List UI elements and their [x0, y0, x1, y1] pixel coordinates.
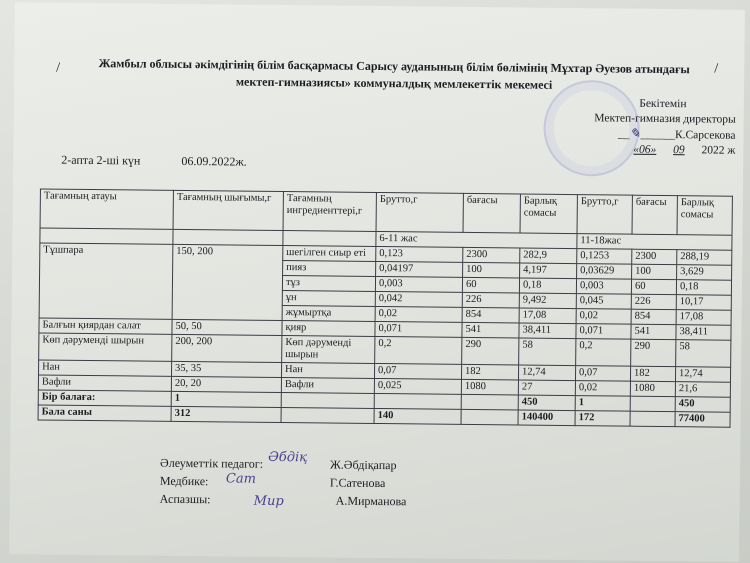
- table-cell: 35, 35: [172, 361, 282, 377]
- column-header: Барлық сомасы: [520, 194, 577, 234]
- table-cell: 450: [675, 397, 730, 413]
- table-cell: 0,2: [375, 336, 462, 364]
- table-cell: 450: [518, 395, 575, 411]
- approval-date: [565, 142, 735, 159]
- table-cell: 77400: [675, 412, 730, 428]
- table-cell: қияр: [282, 321, 375, 337]
- table-cell: 0,045: [576, 294, 631, 310]
- table-cell: 58: [519, 338, 576, 366]
- table-cell: 10,17: [676, 295, 731, 311]
- table-cell: 0,042: [375, 291, 462, 307]
- column-header: Тағамның ингредиенттері,г: [283, 192, 376, 232]
- signatures-block: [159, 449, 407, 510]
- table-cell: Бала саны: [38, 405, 171, 421]
- table-cell: 0,04197: [376, 261, 463, 277]
- signature-mark: Сат: [225, 471, 257, 487]
- table-cell: Көп дәруменді шырын: [39, 333, 172, 361]
- table-cell: 0,02: [576, 309, 631, 325]
- table-cell: 541: [631, 324, 676, 339]
- approval-title: Бекітемін: [639, 97, 687, 111]
- signature-mark: Мир: [253, 493, 284, 510]
- table-cell: Бір балаға:: [38, 390, 171, 406]
- table-cell: 20, 20: [171, 376, 281, 392]
- header-line-1: Жамбыл облысы әкімдігінің білім басқармасы Сарысу ауданының білім бөлімінің Мұхтар Әуезов атындағы: [98, 56, 690, 77]
- table-cell: 0,003: [375, 276, 462, 292]
- table-cell: 100: [463, 262, 520, 278]
- table-cell: 0,18: [676, 280, 731, 296]
- week-day-label: 2-апта 2-ші күн: [61, 152, 141, 168]
- signature-name: Г.Сатенова: [329, 475, 386, 491]
- column-header: Брутто,г: [577, 195, 632, 235]
- table-cell: 0,071: [576, 324, 631, 340]
- table-cell: 100: [632, 264, 677, 279]
- column-header: Барлық сомасы: [677, 196, 732, 236]
- date-value: 06.09.2022ж.: [181, 153, 247, 169]
- table-cell: [461, 394, 518, 410]
- approval-signature-line: __✎______К.Сарсекова: [618, 126, 736, 142]
- table-cell: 58: [676, 340, 731, 368]
- signature-row: [159, 471, 386, 492]
- table-cell: 1080: [461, 379, 518, 395]
- table-cell: 2300: [632, 249, 677, 264]
- signature-name: Ж.Әбдіқапар: [330, 457, 397, 473]
- signature-role: Аспазшы:: [159, 491, 211, 507]
- table-cell: 60: [631, 279, 676, 294]
- table-cell: ұн: [282, 291, 375, 307]
- header-line-2: мектеп-гимназиясы» коммуналдық мемлекеттік мекемесі: [235, 74, 553, 92]
- date-line: [61, 153, 285, 170]
- table-cell: 1080: [630, 381, 675, 396]
- table-cell: пияз: [283, 261, 376, 277]
- table-cell: [630, 396, 675, 411]
- table-cell: 150, 200: [172, 244, 283, 320]
- table-cell: Вафли: [281, 378, 374, 394]
- table-cell: 182: [630, 366, 675, 381]
- table-cell: 854: [631, 309, 676, 324]
- table-cell: 140400: [518, 410, 575, 426]
- table-cell: 541: [462, 322, 519, 338]
- table-cell: жұмыртқа: [282, 306, 375, 322]
- signature-name: А.Мирманова: [335, 493, 407, 509]
- table-cell: шегілген сиыр еті: [283, 246, 376, 262]
- table-cell: 12,74: [518, 365, 575, 381]
- table-cell: 0,003: [576, 279, 631, 295]
- table-cell: 0,025: [374, 378, 461, 394]
- signature-role: Әлеуметтік педагог:: [160, 455, 264, 471]
- table-cell: 9,492: [519, 293, 576, 309]
- table-cell: 0,123: [376, 246, 463, 262]
- approval-block: [565, 96, 736, 159]
- table-cell: 312: [171, 406, 281, 422]
- director-name: К.Сарсекова: [674, 129, 736, 142]
- table-cell: [630, 411, 675, 426]
- table-cell: 2300: [463, 247, 520, 263]
- menu-table: [38, 188, 733, 427]
- approval-date-month: 09: [673, 144, 685, 157]
- age-group-6-11: 6-11 жас: [376, 231, 577, 248]
- table-cell: 50, 50: [172, 319, 282, 335]
- table-cell: 290: [462, 337, 519, 365]
- table-cell: [374, 393, 461, 409]
- signature-role: Медбике:: [159, 473, 209, 489]
- table-cell: тұз: [282, 276, 375, 292]
- table-cell: [281, 393, 374, 409]
- table-cell: Балғын қиярдан салат: [39, 318, 172, 334]
- approval-position: Мектеп-гимназия директоры: [594, 112, 736, 126]
- table-cell: 288,19: [677, 250, 732, 266]
- table-cell: 140: [374, 408, 461, 424]
- table-cell: Нан: [281, 363, 374, 379]
- table-cell: Нан: [39, 360, 172, 376]
- pen-mark-icon: /: [714, 61, 719, 77]
- column-header: бағасы: [632, 195, 677, 234]
- table-cell: 226: [631, 294, 676, 309]
- table-cell: 60: [462, 277, 519, 293]
- signature-mark: Әбдіқ: [268, 449, 308, 466]
- table-cell: 38,411: [519, 323, 576, 339]
- table-cell: 0,03629: [577, 264, 632, 280]
- age-group-11-18: 11-18жас: [577, 234, 732, 251]
- table-cell: 226: [462, 292, 519, 308]
- table-cell: 0,07: [575, 366, 630, 382]
- table-cell: 0,02: [375, 306, 462, 322]
- column-header: бағасы: [463, 193, 520, 233]
- document-page: [9, 2, 745, 562]
- table-cell: 12,74: [675, 367, 730, 383]
- table-cell: Көп дәруменді шырын: [282, 336, 375, 364]
- column-header: Тағамның шығымы,г: [173, 190, 283, 230]
- table-cell: [281, 408, 374, 424]
- column-header: Тағамның атауы: [40, 189, 173, 229]
- table-cell: 0,07: [374, 363, 461, 379]
- table-cell: 290: [631, 339, 676, 366]
- table-cell: 0,02: [575, 381, 630, 397]
- table-cell: 17,08: [676, 310, 731, 326]
- column-header: Брутто,г: [376, 192, 463, 232]
- pen-mark-icon: /: [56, 60, 61, 76]
- table-cell: 282,9: [520, 248, 577, 264]
- table-cell: 38,411: [676, 325, 731, 341]
- table-cell: 200, 200: [172, 334, 282, 362]
- table-cell: 3,629: [677, 265, 732, 281]
- table-cell: 17,08: [519, 308, 576, 324]
- table-cell: 854: [462, 307, 519, 323]
- table-cell: 0,1253: [577, 249, 632, 265]
- table-cell: 0,2: [576, 339, 631, 367]
- table-cell: 182: [461, 364, 518, 380]
- signature-row: [159, 490, 407, 510]
- table-cell: Вафли: [38, 375, 171, 391]
- table-cell: 1: [575, 396, 630, 412]
- table-cell: Тұшпара: [39, 243, 173, 319]
- approval-date-day: «06»: [633, 143, 657, 156]
- table-cell: 21,6: [675, 382, 730, 398]
- approval-date-year: 2022 ж: [701, 144, 736, 157]
- table-cell: 4,197: [520, 263, 577, 279]
- table-cell: [461, 409, 518, 425]
- table-cell: 1: [171, 391, 281, 407]
- table-cell: 27: [518, 380, 575, 396]
- table-cell: 0,18: [519, 278, 576, 294]
- table-cell: 0,071: [375, 321, 462, 337]
- table-cell: 172: [575, 411, 630, 427]
